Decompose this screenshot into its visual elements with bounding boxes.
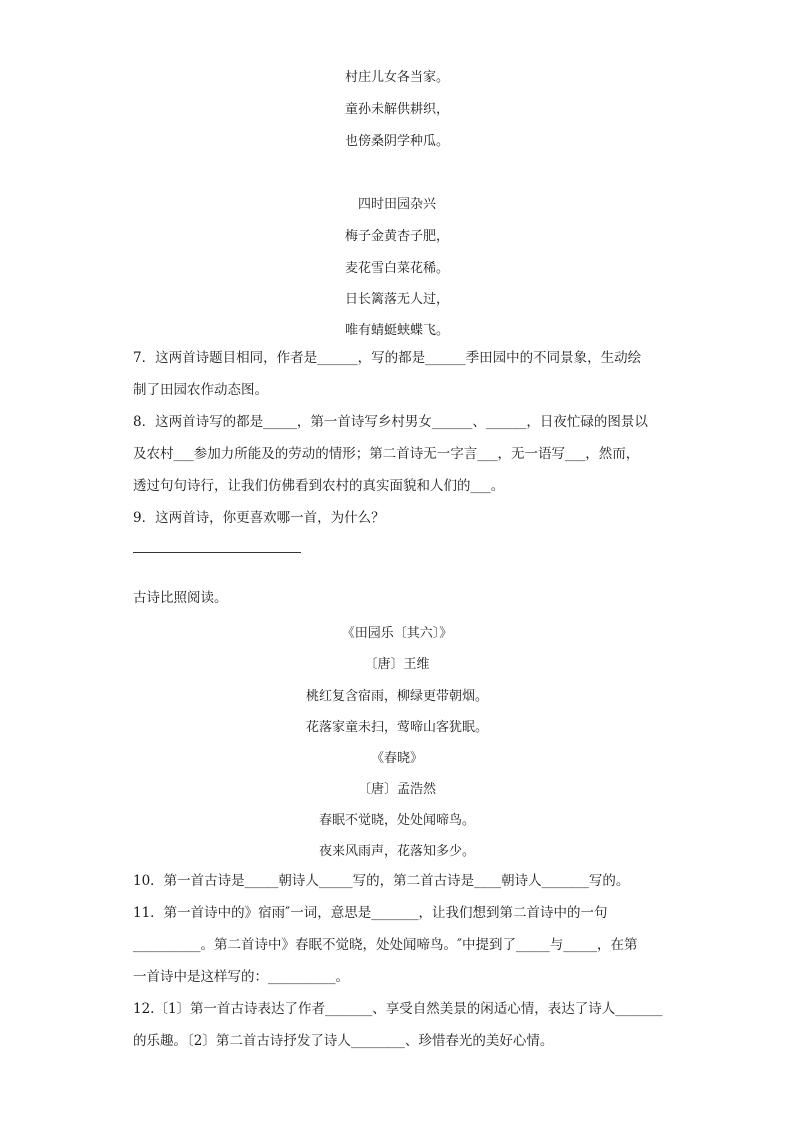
poem-a-author: 〔唐〕王维 — [364, 657, 430, 672]
poem-a-title: 《田园乐〔其六〕》 — [341, 626, 453, 641]
question-7-line: 7．这两首诗题目相同，作者是______，写的都是______季田园中的不同景象，生动绘 — [133, 350, 642, 366]
section-heading: 古诗比照阅读。 — [133, 590, 228, 606]
question-11-line: __________。第二首诗中》春眠不觉晓，处处闻啼鸟。″中提到了_____与_____，在第 — [133, 937, 638, 953]
poem2-title: 四时田园杂兴 — [357, 197, 436, 212]
poem2-line: 梅子金黄杏子肥， — [344, 229, 449, 244]
poem-a-line: 桃红复含宿雨，柳绿更带朝烟。 — [305, 689, 488, 704]
poem-b-line: 春眠不觉晓，处处闻啼鸟。 — [318, 813, 475, 828]
poem1-line: 也傍桑阴学种瓜。 — [344, 134, 449, 149]
answer-line[interactable] — [133, 552, 301, 553]
question-11-line: 一首诗中是这样写的：__________。 — [133, 969, 349, 985]
question-8-line: 及农村___参加力所能及的劳动的情形；第二首诗无一字言___，无一语写___，然而， — [133, 446, 640, 462]
poem-a-line: 花落家童未扫，莺啼山客犹眠。 — [305, 720, 488, 735]
question-12-line: 的乐趣。〔2〕第二首古诗抒发了诗人________、珍惜春光的美好心情。 — [133, 1033, 554, 1049]
poem2-line: 日长篱落无人过， — [344, 292, 449, 307]
question-8-line: 透过句句诗行，让我们仿佛看到农村的真实面貌和人们的___。 — [133, 478, 505, 494]
question-11-line: 11．第一首诗中的》宿雨″一词，意思是_______，让我们想到第二首诗中的一句 — [133, 905, 608, 921]
poem2-line: 唯有蜻蜓蛱蝶飞。 — [344, 323, 449, 338]
poem-b-title: 《春晓》 — [370, 751, 423, 766]
question-12-line: 12.〔1〕第一首古诗表达了作者_______、享受自然美景的闲适心情，表达了诗人_______ — [133, 1001, 663, 1017]
poem-b-author: 〔唐〕孟浩然 — [357, 782, 436, 797]
poem1-line: 童孙未解供耕织， — [344, 102, 449, 117]
poem1-line: 村庄儿女各当家。 — [344, 70, 449, 85]
question-10: 10．第一首古诗是_____朝诗人_____写的，第二首古诗是____朝诗人_______写的。 — [133, 873, 630, 889]
question-7-line: 制了田园农作动态图。 — [133, 382, 268, 398]
poem2-line: 麦花雪白菜花稀。 — [344, 261, 449, 276]
question-8-line: 8．这两首诗写的都是_____，第一首诗写乡村男女______、______，日夜忙碌的图景以 — [133, 414, 648, 430]
question-9: 9．这两首诗，你更喜欢哪一首，为什么？ — [133, 510, 385, 526]
poem-b-line: 夜来风雨声，花落知多少。 — [318, 844, 475, 859]
